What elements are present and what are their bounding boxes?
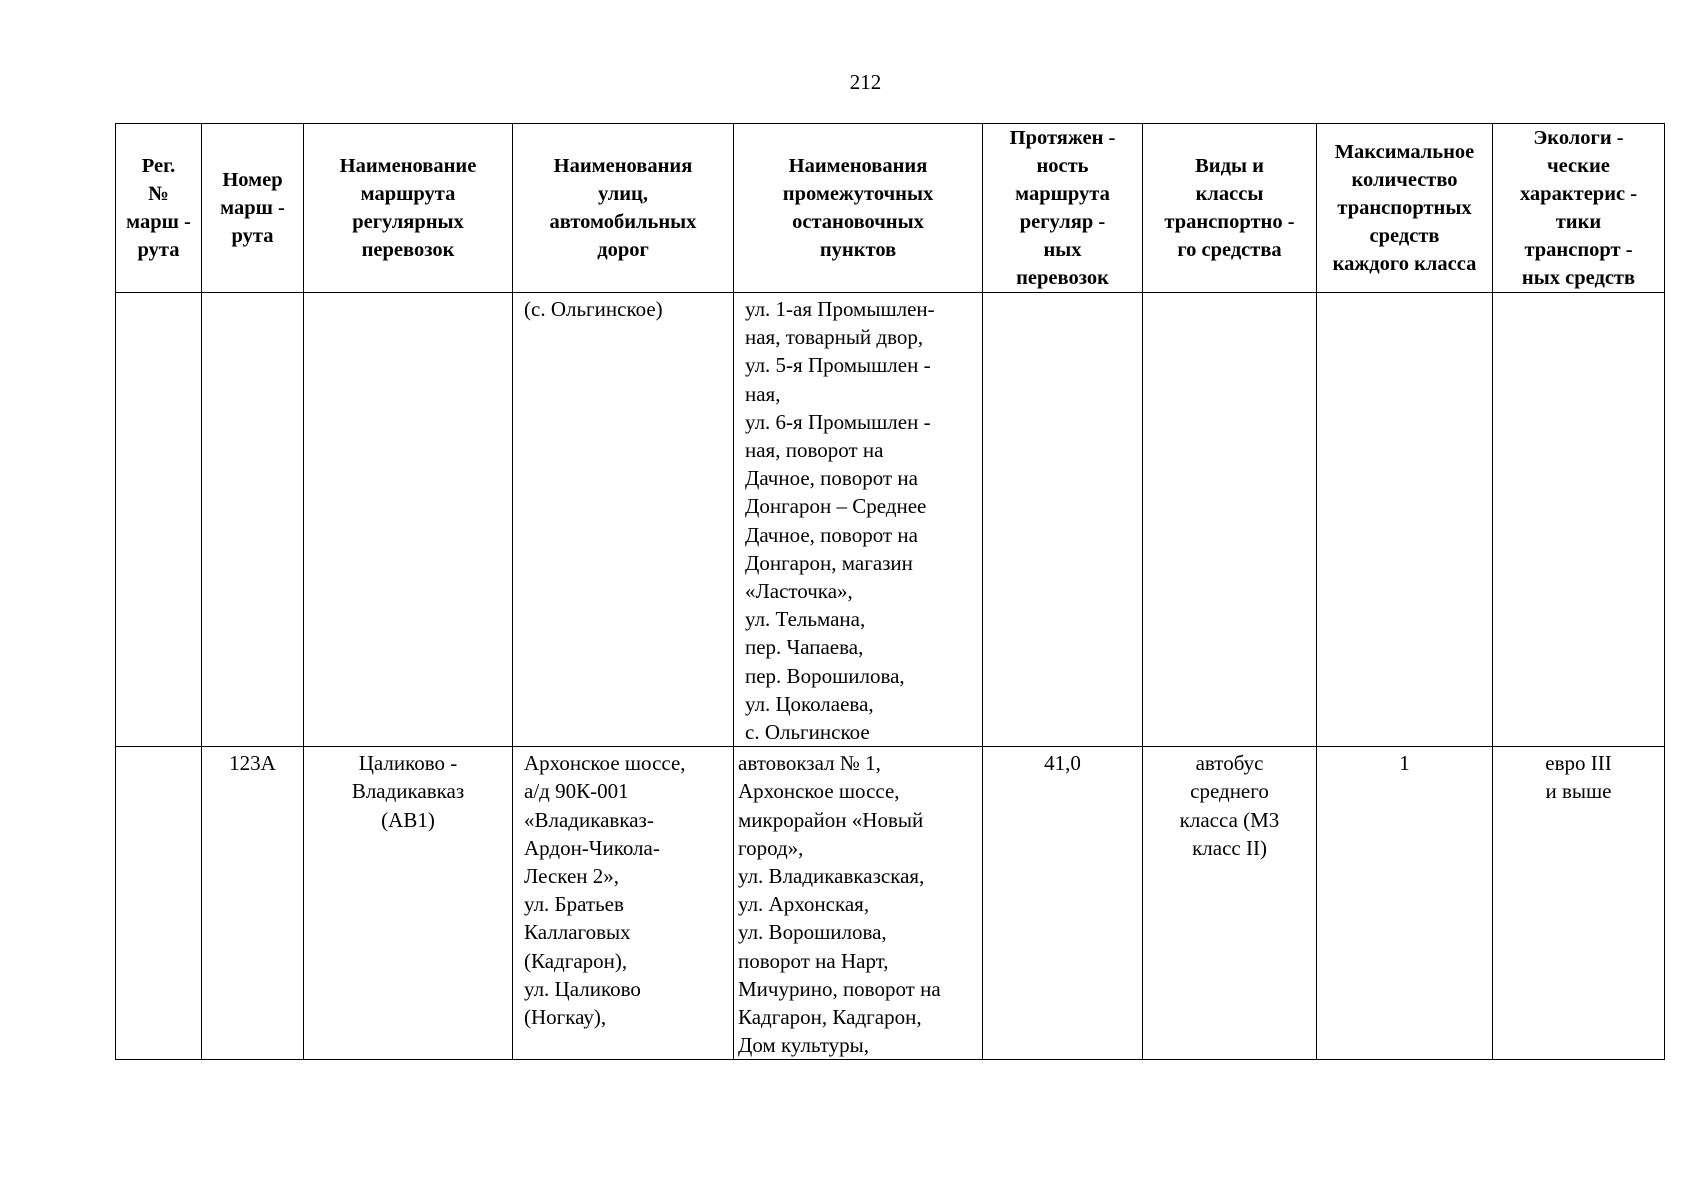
header-route-name: Наименование маршрута регулярных перевозок (304, 124, 513, 293)
table-row (116, 747, 1665, 1060)
cell-vehicle-kind: автобус среднего класса (М3 класс II) (1143, 747, 1317, 1060)
cell-streets: (с. Ольгинское) (513, 293, 734, 747)
cell-eco-class (1493, 293, 1665, 747)
cell-route-name (304, 293, 513, 747)
cell-stops: автовокзал № 1, Архонское шоссе, микрорайон «Новый город», ул. Владикавказская, ул. Архонская, ул. Ворошилова, поворот на Нарт, Мичурино, поворот на Кадгарон, Кадгарон, Дом культуры, (734, 747, 983, 1060)
page-number: 212 (849, 70, 882, 94)
cell-streets: Архонское шоссе, а/д 90К-001 «Владикавказ- Ардон-Чикола- Лескен 2», ул. Братьев Каллаговых (Кадгарон), ул. Цаликово (Ногкау), (513, 747, 734, 1060)
cell-max-count: 1 (1317, 747, 1493, 1060)
routes-table (115, 123, 1665, 1060)
cell-length (983, 293, 1143, 747)
header-eco-class: Экологи - ческие характерис - тики транспорт - ных средств (1493, 124, 1665, 293)
cell-reg-no (116, 293, 202, 747)
cell-length: 41,0 (983, 747, 1143, 1060)
table-row (116, 293, 1665, 747)
header-route-no: Номер марш - рута (202, 124, 304, 293)
cell-vehicle-kind (1143, 293, 1317, 747)
cell-eco-class: евро III и выше (1493, 747, 1665, 1060)
header-vehicle-kind: Виды и классы транспортно - го средства (1143, 124, 1317, 293)
cell-stops: ул. 1-ая Промышлен- ная, товарный двор, ул. 5-я Промышлен - ная, ул. 6-я Промышлен - ная, поворот на Дачное, поворот на Донгарон – Среднее Дачное, поворот на Донгарон, магазин «Ласточка», ул. Тельмана, пер. Чапаева, пер. Ворошилова, ул. Цоколаева, с. Ольгинское (734, 293, 983, 747)
table-header-row (116, 124, 1665, 293)
header-length: Протяжен - ность маршрута регуляр - ных перевозок (983, 124, 1143, 293)
header-streets: Наименования улиц, автомобильных дорог (513, 124, 734, 293)
header-max-count: Максимальное количество транспортных средств каждого класса (1317, 124, 1493, 293)
cell-route-name: Цаликово - Владикавказ (АВ1) (304, 747, 513, 1060)
cell-route-no: 123А (202, 747, 304, 1060)
cell-max-count (1317, 293, 1493, 747)
header-stops: Наименования промежуточных остановочных пунктов (734, 124, 983, 293)
cell-route-no (202, 293, 304, 747)
cell-reg-no (116, 747, 202, 1060)
header-reg-no: Рег. № марш - рута (116, 124, 202, 293)
